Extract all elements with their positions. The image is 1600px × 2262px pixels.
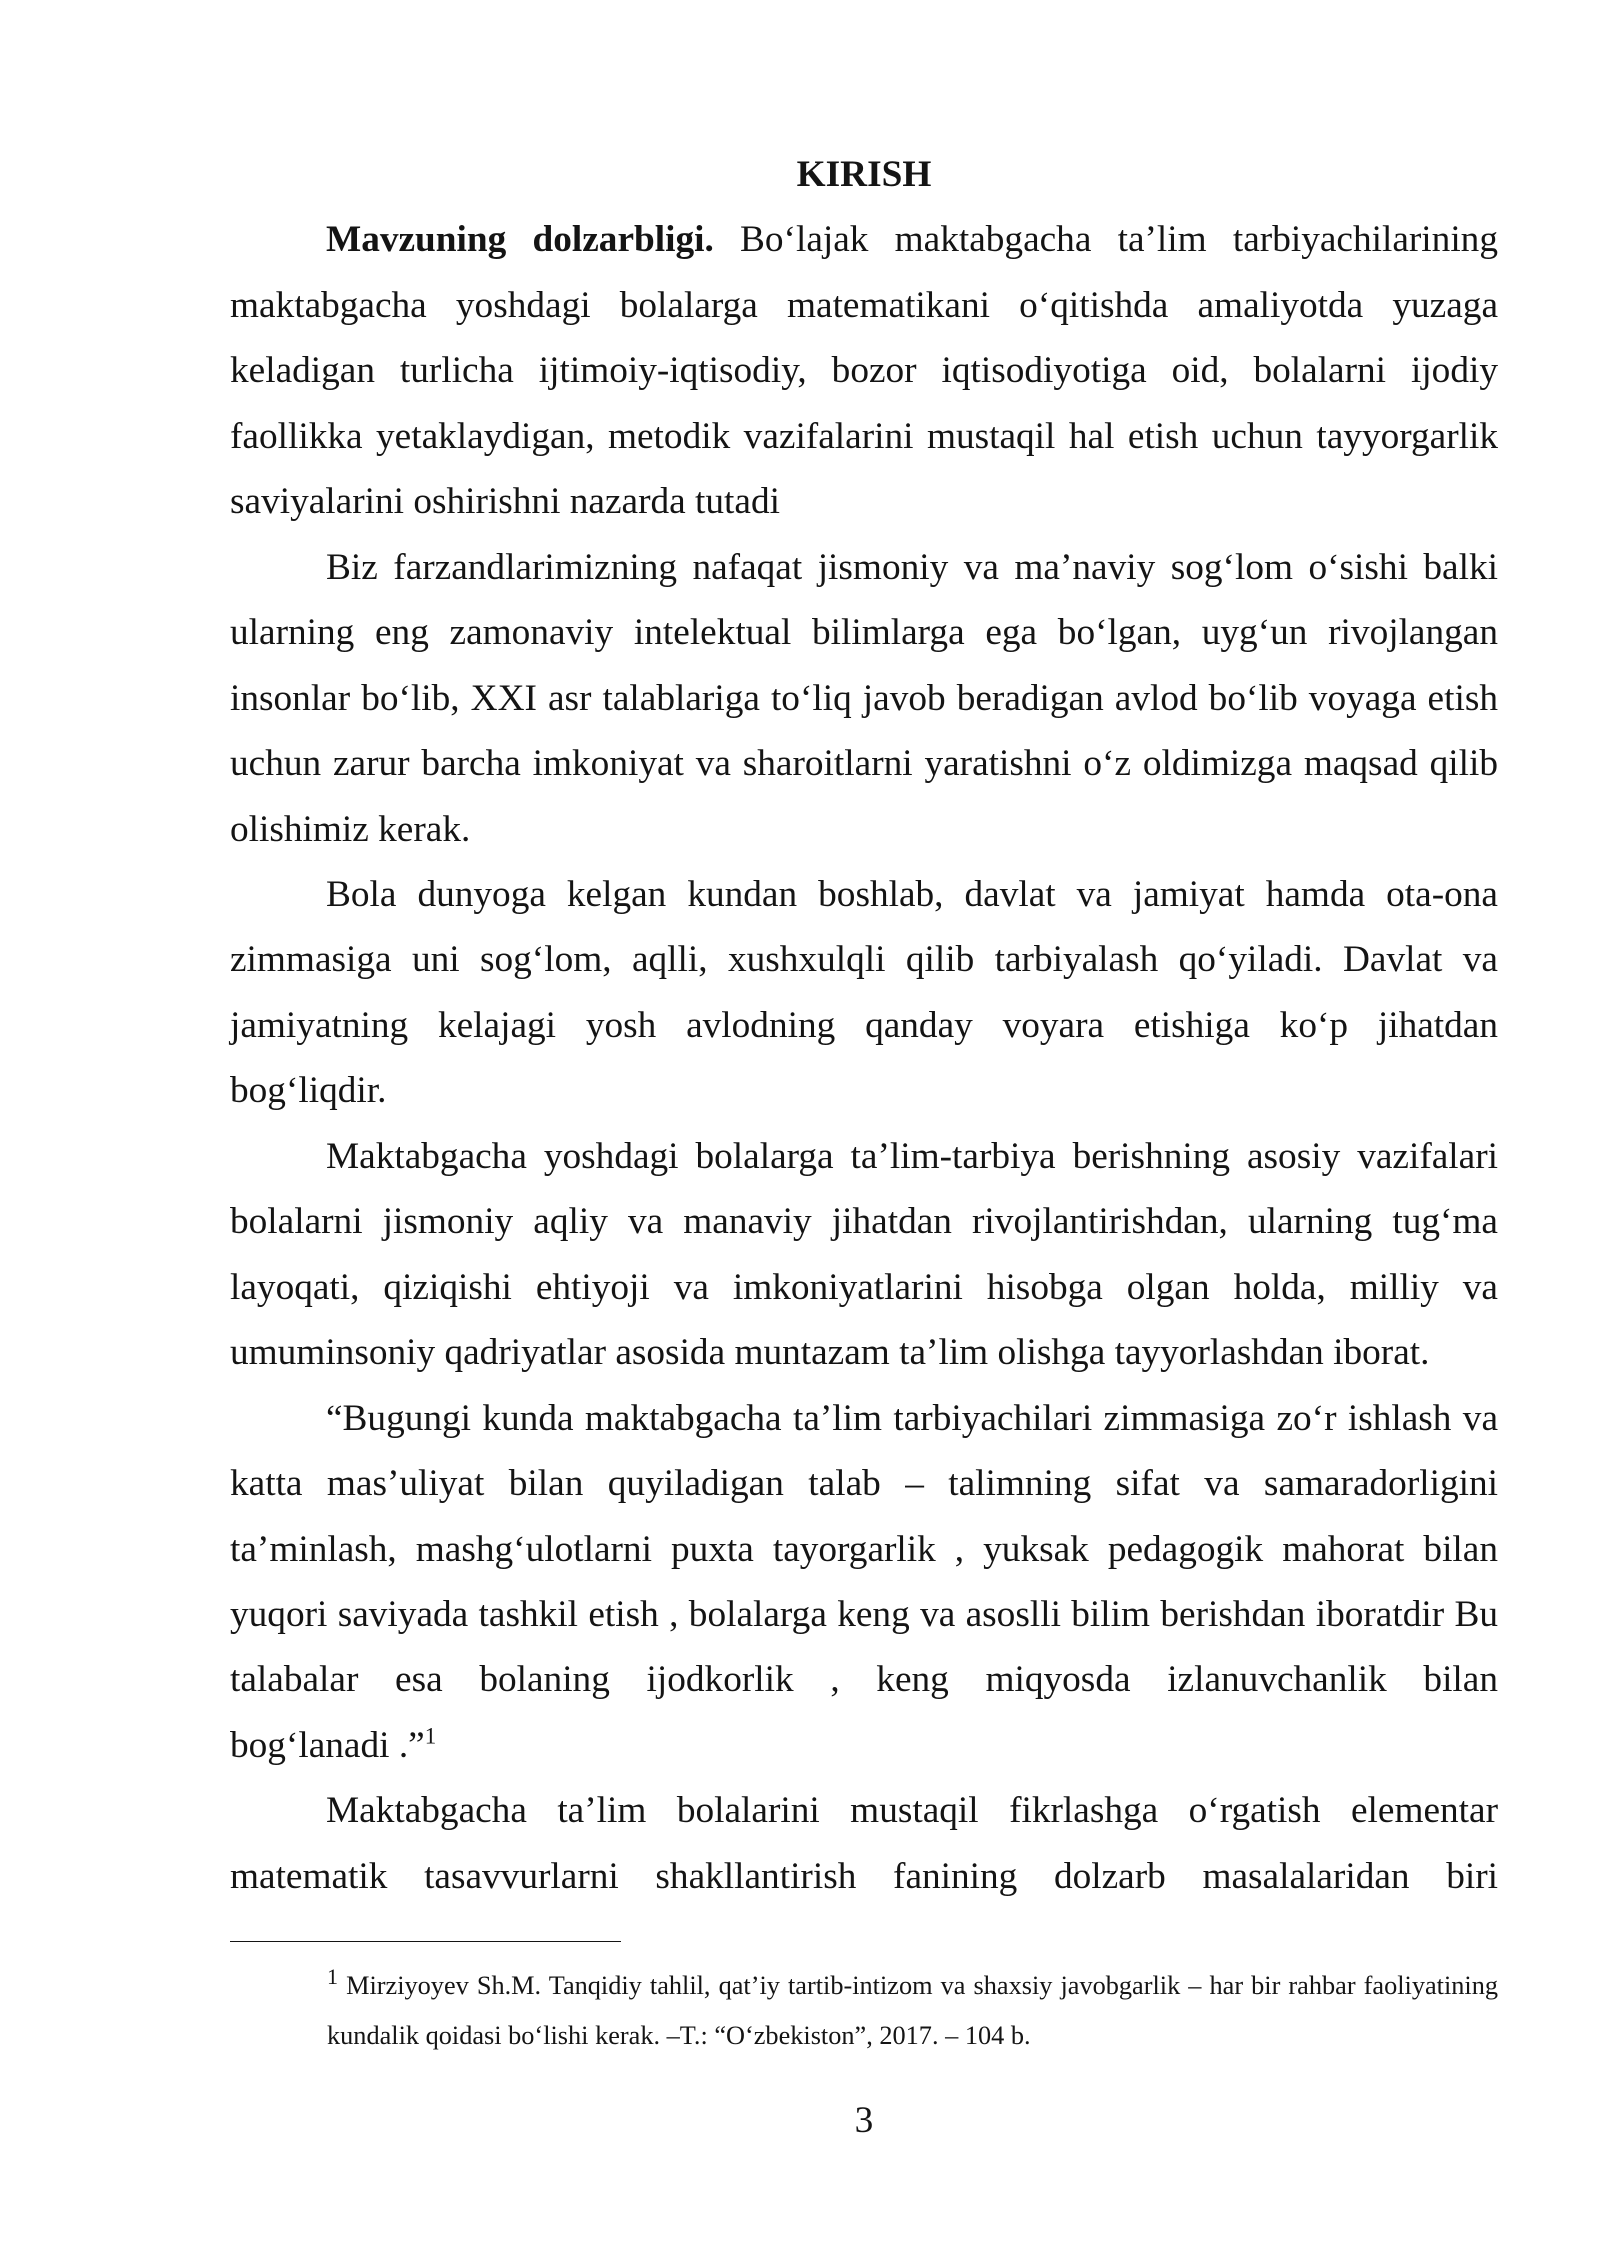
paragraph-quotation — [230, 1386, 1498, 1779]
text-line: faollikka yetaklaydigan, metodik vazifalarini mustaqil hal etish uchun tayyorgarlik — [230, 415, 1498, 457]
footnote — [327, 1961, 1498, 2060]
paragraph-children-upbringing — [230, 535, 1498, 862]
text-line: zimmasiga uni sog‘lom, aqlli, xushxulqli qilib tarbiyalash qo‘yiladi. Davlat va — [230, 939, 1498, 981]
text-line: ta’minlash, mashg‘ulotlarni puxta tayorgarlik , yuksak pedagogik mahorat bilan — [230, 1528, 1498, 1570]
text-line: Biz farzandlarimizning nafaqat jismoniy va ma’naviy sog‘lom o‘sishi balki — [326, 546, 1498, 588]
main-text — [230, 142, 1498, 1909]
text-line: keladigan turlicha ijtimoiy-iqtisodiy, bozor iqtisodiyotiga oid, bolalarni ijodiy — [230, 350, 1498, 392]
footnote-line: kundalik qoidasi bo‘lishi kerak. –T.: “O‘zbekiston”, 2017. – 104 b. — [327, 2020, 1031, 2050]
text-line: jamiyatning kelajagi yosh avlodning qanday voyara etishiga ko‘p jihatdan — [230, 1004, 1498, 1046]
paragraph-preschool-tasks — [230, 1124, 1498, 1386]
text-line: ularning eng zamonaviy intelektual bilimlarga ega bo‘lgan, uyg‘un rivojlangan — [230, 612, 1498, 654]
text-span: bog‘lanadi .” — [230, 1724, 425, 1766]
text-line: Maktabgacha ta’lim bolalarini mustaqil fikrlashga o‘rgatish elementar — [326, 1790, 1498, 1832]
text-span: Bo‘lajak maktabgacha ta’lim tarbiyachilarining — [740, 219, 1498, 261]
text-line: talabalar esa bolaning ijodkorlik , keng miqyosda izlanuvchanlik bilan — [230, 1659, 1498, 1701]
footnote-text: Mirziyoyev Sh.M. Tanqidiy tahlil, qat’iy tartib-intizom va shaxsiy javobgarlik – har bir rahbar faoliyatining — [346, 1971, 1499, 2000]
text-line: insonlar bo‘lib, XXI asr talablariga to‘liq javob beradigan avlod bo‘lib voyaga etish — [230, 677, 1498, 719]
text-line: layoqati, qiziqishi ehtiyoji va imkoniyatlarini hisobga olgan holda, milliy va — [230, 1266, 1498, 1308]
text-line: Bola dunyoga kelgan kundan boshlab, davlat va jamiyat hamda ota-ona — [326, 873, 1498, 915]
footnote-separator — [230, 1941, 621, 1942]
page-number: 3 — [854, 2100, 874, 2141]
text-line — [230, 207, 1498, 272]
text-line: uchun zarur barcha imkoniyat va sharoitlarni yaratishni o‘z oldimizga maqsad qilib — [230, 743, 1498, 785]
section-title: KIRISH — [796, 154, 932, 195]
text-line: olishimiz kerak. — [230, 808, 471, 850]
text-line: Maktabgacha yoshdagi bolalarga ta’lim-tarbiya berishning asosiy vazifalari — [326, 1135, 1498, 1177]
text-line: maktabgacha yoshdagi bolalarga matematikani o‘qitishda amaliyotda yuzaga — [230, 284, 1498, 326]
text-line: bog‘liqdir. — [230, 1070, 387, 1112]
footnote-reference: 1 — [424, 1723, 437, 1749]
paragraph-lead-heading: Mavzuning dolzarbligi. — [326, 219, 714, 261]
text-line: umuminsoniy qadriyatlar asosida muntazam ta’lim olishga tayyorlashdan iborat. — [230, 1332, 1430, 1374]
paragraph-topic-relevance — [230, 207, 1498, 534]
text-line: matematik tasavvurlarni shakllantirish fanining dolzarb masalalaridan biri — [230, 1855, 1498, 1897]
text-line: bolalarni jismoniy aqliy va manaviy jihatdan rivojlantirishdan, ularning tug‘ma — [230, 1201, 1498, 1243]
paragraph-continued — [230, 1778, 1498, 1909]
paragraph-state-responsibility — [230, 862, 1498, 1124]
footnote-marker: 1 — [327, 1964, 338, 1990]
text-line — [230, 1713, 1498, 1778]
text-line: saviyalarini oshirishni nazarda tutadi — [230, 481, 780, 523]
text-line: yuqori saviyada tashkil etish , bolalarga keng va asoslli bilim berishdan iboratdir Bu — [230, 1593, 1498, 1635]
text-line: katta mas’uliyat bilan quyiladigan talab – talimning sifat va samaradorligini — [230, 1463, 1498, 1505]
footnote-line — [327, 1961, 1498, 2011]
text-line: “Bugungi kunda maktabgacha ta’lim tarbiyachilari zimmasiga zo‘r ishlash va — [326, 1397, 1498, 1439]
